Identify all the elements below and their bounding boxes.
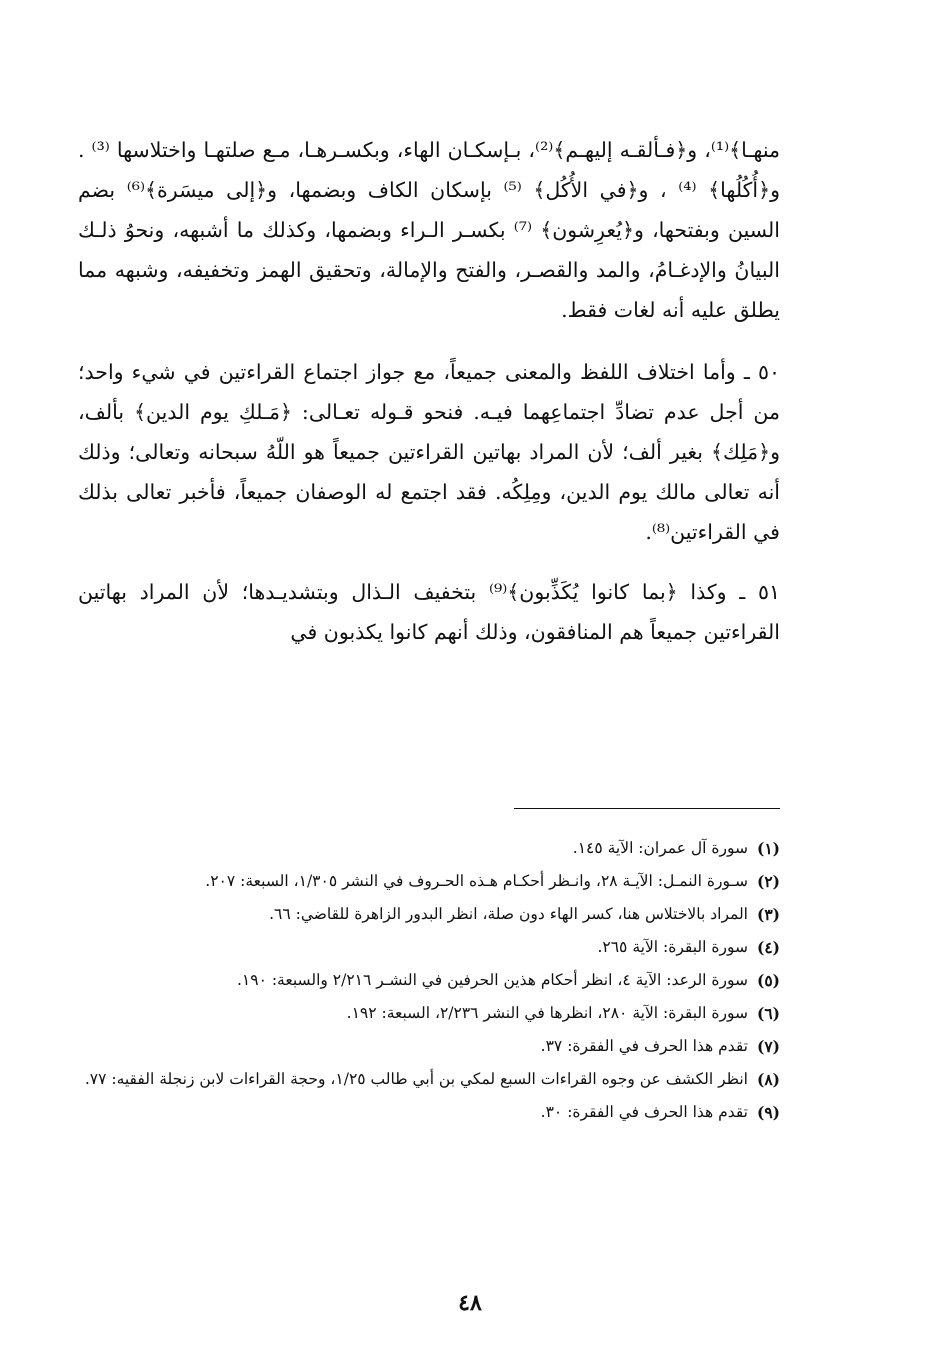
footnote-4 bbox=[78, 931, 780, 964]
footnote-9 bbox=[78, 1096, 780, 1129]
footnotes bbox=[78, 832, 780, 1129]
footnote-text: سورة آل عمران: الآية ١٤٥. bbox=[572, 839, 748, 857]
paragraph-50: ٥٠ ـ وأما اختلاف اللفظ والمعنى جميعاً، مع جواز اجتماع القراءتين في شيء واحد؛ من أجل عدم تضادِّ اجتماعِهما فيـه. فنحو قـوله تعـالى: ﴿مَـلكِ يوم الدين﴾ بألف، و﴿مَلِك﴾ بغير ألف؛ لأن المراد بهاتين القراءتين جميعاً هو اللّهُ سبحانه وتعالى؛ وذلك أنه تعالى مالك يوم الدين، ومِلِكُه. فقد اجتمع له الوصفان جميعاً، فأخبر تعالى بذلك في القراءتين⁽⁸⁾. bbox=[78, 360, 780, 544]
footnote-text: سورة البقرة: الآية ٢٦٥. bbox=[597, 938, 748, 956]
footnote-text: سورة الرعد: الآية ٤، انظر أحكام هذين الحرفين في النشـر ٢/٢١٦ والسبعة: ١٩٠. bbox=[236, 971, 748, 989]
footnote-number: (٣) bbox=[756, 905, 780, 924]
footnote-number: (٤) bbox=[756, 938, 780, 957]
footnote-number: (١) bbox=[756, 839, 780, 858]
footnote-number: (٥) bbox=[756, 971, 780, 990]
footnote-text: تقدم هذا الحرف في الفقرة: ٣٧. bbox=[540, 1037, 748, 1055]
footnote-number: (٧) bbox=[756, 1037, 780, 1056]
footnote-number: (٩) bbox=[756, 1103, 780, 1122]
footnote-2 bbox=[78, 865, 780, 898]
paragraph-continuation: منهـا﴾⁽¹⁾، و﴿فـألقـه إليهـم﴾⁽²⁾، بـإسكـان الهاء، وبكسـرهـا، مـع صلتهـا واختلاسها ⁽³⁾ . و﴿أُكُلُها﴾ ⁽⁴⁾ ، و﴿في الأُكُل﴾ ⁽⁵⁾ بإسكان الكاف وبضمها، و﴿إلى ميسَرة﴾⁽⁶⁾ بضم السين وبفتحها، و﴿يُعرِشون﴾ ⁽⁷⁾ بكسـر الـراء وبضمها، وكذلك ما أشبهه، ونحوُ ذلـك البيانُ والإدغـامُ، والمد والقصـر، والفتح والإمالة، وتحقيق الهمز وتخفيفه، وشبهه مما يطلق عليه أنه لغات فقط. bbox=[78, 138, 781, 322]
footnote-5 bbox=[78, 964, 780, 997]
page-number: ٤٨ bbox=[458, 1290, 482, 1316]
footnote-7 bbox=[78, 1030, 780, 1063]
footnote-8 bbox=[78, 1063, 780, 1096]
footnote-number: (٦) bbox=[756, 1004, 780, 1023]
footnote-6 bbox=[78, 997, 780, 1030]
footnote-separator bbox=[514, 808, 780, 809]
main-text bbox=[78, 130, 780, 652]
footnote-1 bbox=[78, 832, 780, 865]
footnote-text: سـورة النمـل: الآيـة ٢٨، وانـظر أحكـام هـذه الحـروف في النشر ١/٣٠٥، السبعة: ٢٠٧. bbox=[205, 872, 748, 890]
footnote-text: سورة البقرة: الآية ٢٨٠، انظرها في النشر ٢/٢٣٦، السبعة: ١٩٢. bbox=[346, 1004, 748, 1022]
footnote-text: انظر الكشف عن وجوه القراءات السبع لمكي بن أبي طالب ١/٢٥، وحجة القراءات لابن زنجلة الفقيه: ٧٧. bbox=[84, 1070, 748, 1088]
footnote-text: المراد بالاختلاس هنا، كسر الهاء دون صلة، انظر البدور الزاهرة للقاضي: ٦٦. bbox=[269, 905, 748, 923]
footnote-3 bbox=[78, 898, 780, 931]
footnote-text: تقدم هذا الحرف في الفقرة: ٣٠. bbox=[540, 1103, 748, 1121]
footnote-number: (٨) bbox=[756, 1070, 780, 1089]
footnote-number: (٢) bbox=[756, 872, 780, 891]
paragraph-51: ٥١ ـ وكذا ﴿بما كانوا يُكَذِّبون﴾⁽⁹⁾ بتخفيف الـذال وبتشديـدها؛ لأن المراد بهاتين القراءتين جميعاً هم المنافقون، وذلك أنهم كانوا يكذبون في bbox=[78, 580, 781, 644]
